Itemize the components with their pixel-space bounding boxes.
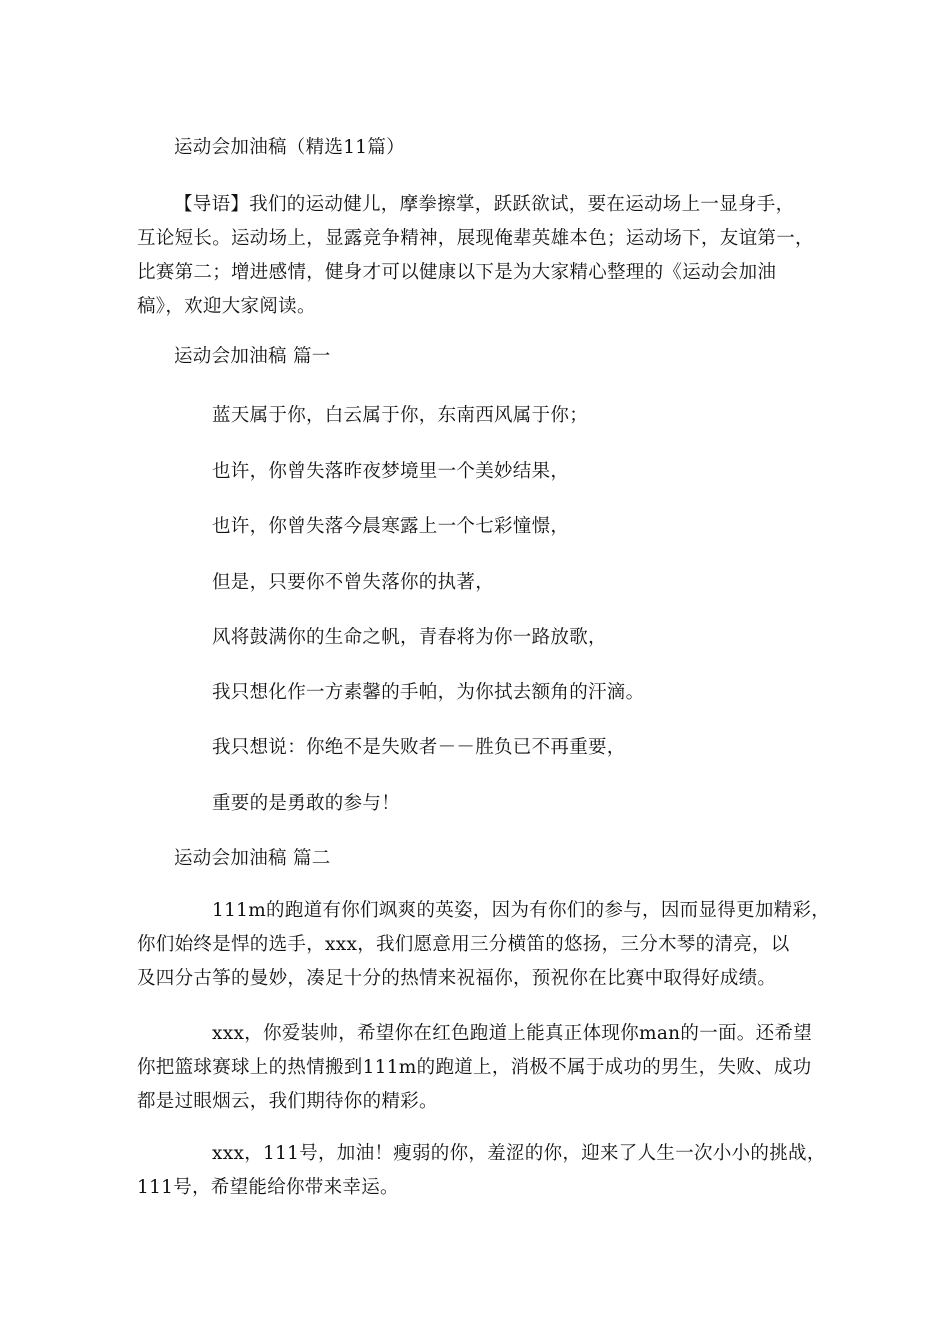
poem-line: 但是，只要你不曾失落你的执著， [212,572,495,593]
body-line: 都是过眼烟云，我们期待你的精彩。 [137,1091,438,1112]
poem-line: 蓝天属于你，白云属于你，东南西风属于你； [212,405,589,426]
body-paragraph [137,1017,812,1119]
intro-line: 互论短长。运动场上，显露竞争精神，展现俺辈英雄本色；运动场下，友谊第一， [137,228,814,249]
body-line: xxx，111号，加油！瘦弱的你，羞涩的你，迎来了人生一次小小的挑战， [212,1143,826,1164]
body-paragraph [137,894,830,996]
poem-line: 重要的是勇敢的参与！ [212,793,401,814]
body-line: 你把篮球赛球上的热情搬到111m的跑道上，消极不属于成功的男生，失败、成功 [137,1057,812,1078]
body-paragraph [137,1137,826,1205]
poem-line: 我只想说：你绝不是失败者－－胜负已不再重要， [212,737,626,758]
body-line: xxx，你爱装帅，希望你在红色跑道上能真正体现你man的一面。还希望 [212,1023,812,1044]
section-heading-1: 运动会加油稿 篇一 [174,346,331,367]
poem-line: 风将鼓满你的生命之帆，青春将为你一路放歌， [212,627,607,648]
poem-line: 也许，你曾失落昨夜梦境里一个美妙结果， [212,461,570,482]
section-heading-2: 运动会加油稿 篇二 [174,848,331,869]
poem-line: 我只想化作一方素馨的手帕，为你拭去额角的汗滴。 [212,682,645,703]
poem-line: 也许，你曾失落今晨寒露上一个七彩憧憬， [212,516,570,537]
intro-paragraph [137,188,814,324]
document-title: 运动会加油稿（精选11篇） [174,137,405,158]
intro-line: 稿》，欢迎大家阅读。 [137,296,316,317]
body-line: 111m的跑道有你们飒爽的英姿，因为有你们的参与，因而显得更加精彩， [212,900,831,921]
body-line: 及四分古筝的曼妙，凑足十分的热情来祝福你，预祝你在比赛中取得好成绩。 [137,968,777,989]
body-line: 111号，希望能给你带来幸运。 [137,1177,399,1198]
intro-line: 比赛第二；增进感情，健身才可以健康以下是为大家精心整理的《运动会加油 [137,262,777,283]
body-line: 你们始终是悍的选手，xxx，我们愿意用三分横笛的悠扬，三分木琴的清亮，以 [137,934,790,955]
intro-line: 【导语】我们的运动健儿，摩拳擦掌，跃跃欲试，要在运动场上一显身手， [174,194,795,215]
